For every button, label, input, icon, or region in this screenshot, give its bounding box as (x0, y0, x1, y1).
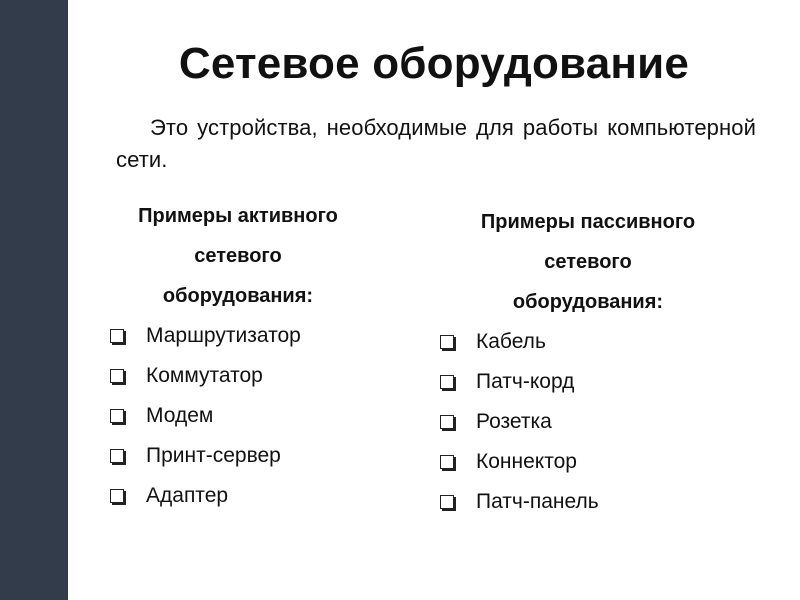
list-item-label: Адаптер (146, 484, 229, 507)
passive-equipment-heading (438, 202, 738, 322)
list-item (438, 362, 758, 402)
active-equipment-heading (108, 196, 368, 316)
passive-heading-line: оборудования: (512, 291, 664, 313)
list-item-label: Коммутатор (146, 364, 263, 387)
passive-equipment-list (438, 322, 758, 522)
list-item (108, 396, 428, 436)
slide-title: Сетевое оборудование (178, 39, 690, 88)
checkbox-icon (110, 369, 124, 383)
checkbox-icon (440, 455, 454, 469)
passive-heading-line: сетевого (544, 251, 632, 273)
list-item-label: Маршрутизатор (146, 324, 301, 347)
list-item (108, 476, 428, 516)
checkbox-icon (440, 415, 454, 429)
active-equipment-list (108, 316, 428, 516)
checkbox-icon (110, 329, 124, 343)
intro-text: Это устройства, необходимые для работы компьютерной сети. (116, 115, 756, 172)
checkbox-icon (440, 335, 454, 349)
list-item (108, 436, 428, 476)
active-heading-line: оборудования: (162, 285, 314, 307)
list-item (438, 402, 758, 442)
list-item-label: Розетка (476, 410, 552, 433)
list-item-label: Патч-корд (476, 370, 575, 393)
list-item-label: Принт-сервер (146, 444, 281, 467)
passive-equipment-column (438, 202, 758, 522)
checkbox-icon (110, 489, 124, 503)
passive-heading-line: Примеры пассивного (480, 211, 696, 233)
list-item-label: Коннектор (476, 450, 577, 473)
checkbox-icon (440, 375, 454, 389)
list-item-label: Кабель (476, 330, 546, 353)
list-item (108, 356, 428, 396)
list-item (108, 316, 428, 356)
checkbox-icon (110, 409, 124, 423)
list-item (438, 322, 758, 362)
list-item (438, 442, 758, 482)
list-item-label: Патч-панель (476, 490, 599, 513)
slide-content (68, 0, 800, 600)
checkbox-icon (440, 495, 454, 509)
active-heading-line: Примеры активного (138, 205, 338, 227)
list-item-label: Модем (146, 404, 214, 427)
checkbox-icon (110, 449, 124, 463)
list-item (438, 482, 758, 522)
left-accent-bar (0, 0, 68, 600)
active-equipment-column (108, 196, 428, 516)
active-heading-line: сетевого (194, 245, 282, 267)
